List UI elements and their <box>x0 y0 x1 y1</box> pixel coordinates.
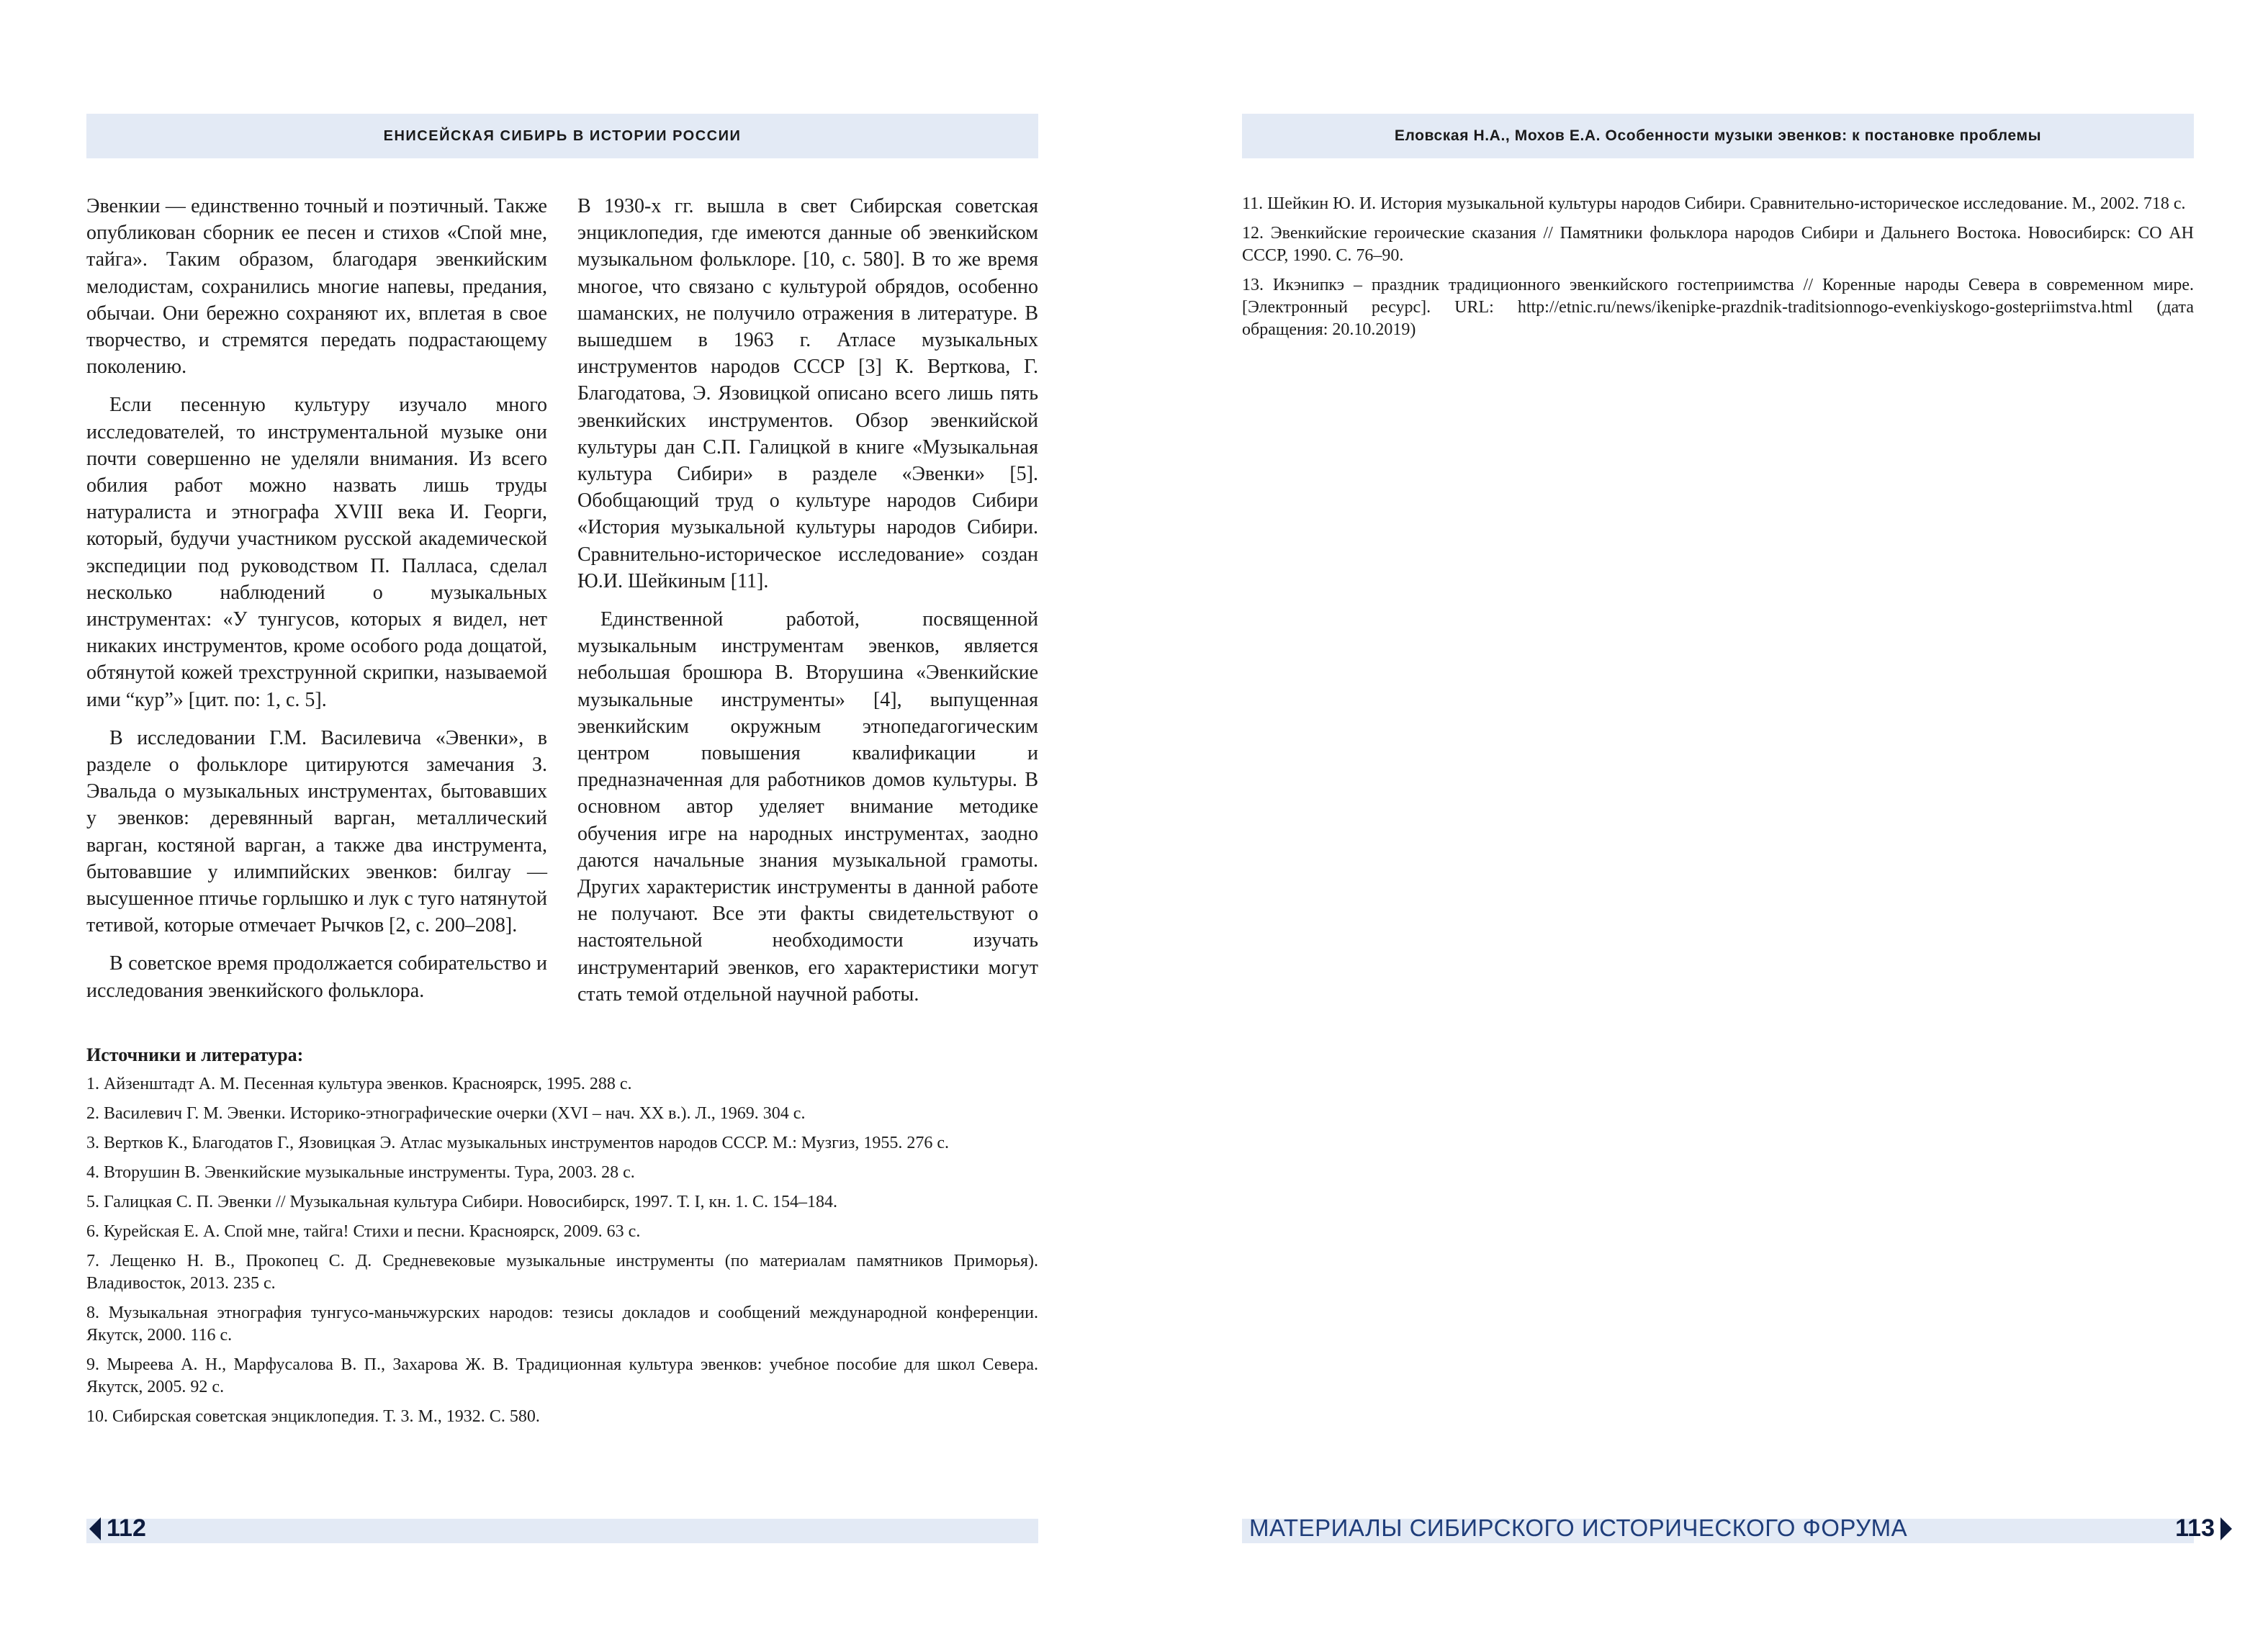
chevron-right-icon <box>2220 1517 2232 1540</box>
page-number-left <box>89 1514 146 1543</box>
right-page <box>1134 0 2268 1644</box>
chevron-left-icon <box>89 1517 101 1540</box>
paragraph: В 1930-х гг. вышла в свет Сибирская советская энциклопедия, где имеются данные об эвенкийском музыкальном фольклоре. [10, с. 580]. В то же время многое, что связано с культурой обрядов, особенно шаманских, не получило отражения в литературе. В вышедшем в 1963 г. Атласе музыкальных инструментов народов СССР [3] К. Верткова, Г. Благодатова, Э. Язовицкой описано всего лишь пять эвенкийских инструментов. Обзор эвенкийской культуры дан С.П. Галицкой в книге «Музыкальная культура Сибири» в разделе «Эвенки» [5]. Обобщающий труд о культуре народов Сибири «История музыкальной культуры народов Сибири. Сравнительно-историческое исследование» создан Ю.И. Шейкиным [11]. <box>577 195 1038 592</box>
reference-item: 5. Галицкая С. П. Эвенки // Музыкальная культура Сибири. Новосибирск, 1997. Т. I, кн. 1. С. 154–184. <box>86 1193 838 1211</box>
reference-item: 7. Лещенко Н. В., Прокопец С. Д. Средневековые музыкальные инструменты (по материалам памятников Приморья). Владивосток, 2013. 235 с. <box>86 1252 1038 1293</box>
page-number-text: 112 <box>107 1514 146 1542</box>
reference-item: 10. Сибирская советская энциклопедия. Т. 3. М., 1932. С. 580. <box>86 1407 540 1426</box>
sources-title: Источники и литература: <box>86 1044 304 1065</box>
running-header-right <box>1242 114 2194 158</box>
running-header-text: ЕНИСЕЙСКАЯ СИБИРЬ В ИСТОРИИ РОССИИ <box>383 127 742 144</box>
references-continued <box>1242 193 2194 348</box>
reference-item: 13. Икэнипкэ – праздник традиционного эвенкийского гостеприимства // Коренные народы Севера в современном мире. [Электронный ресурс]. URL: http://etnic.ru/news/ikenipke-prazdnik-traditsionnogo-evenkiyskogo-gostepriimstva.html (дата обращения: 20.10.2019) <box>1242 276 2194 339</box>
body-columns <box>86 193 1038 1019</box>
reference-item: 9. Мыреева А. Н., Марфусалова В. П., Захарова Ж. В. Традиционная культура эвенков: учебное пособие для школ Севера. Якутск, 2005. 92 с. <box>86 1355 1038 1396</box>
paragraph: В советское время продолжается собирательство и исследования эвенкийского фольклора. <box>86 952 547 1002</box>
paragraph: Если песенную культуру изучало много исследователей, то инструментальной музыке они почти совершенно не уделяли внимания. Из всего обилия работ можно назвать лишь труды натуралиста и этнографа XVIII века И. Георги, который, будучи участником русской академической экспедиции под руководством П. Палласа, сделал несколько наблюдений о музыкальных инструментах: «У тунгусов, которых я видел, нет никаких инструментов, кроме особого рода дощатой, обтянутой кожей трехструнной скрипки, называемой ими “кур”» [цит. по: 1, с. 5]. <box>86 394 547 711</box>
journal-title: МАТЕРИАЛЫ СИБИРСКОГО ИСТОРИЧЕСКОГО ФОРУМА <box>1249 1514 1908 1541</box>
reference-item: 2. Василевич Г. М. Эвенки. Историко-этнографические очерки (XVI – нач. XX в.). Л., 1969. 304 с. <box>86 1104 806 1123</box>
running-header-left <box>86 114 1038 158</box>
reference-item: 1. Айзенштадт А. М. Песенная культура эвенков. Красноярск, 1995. 288 с. <box>86 1075 632 1093</box>
paragraph: Единственной работой, посвященной музыкальным инструментам эвенков, является небольшая брошюра В. Вторушина «Эвенкийские музыкальные инструменты» [4], выпущенная эвенкийским окружным этнопедагогическим центром повышения квалификации и предназначенная для работников домов культуры. В основном автор уделяет внимание методике обучения игре на народных инструментах, заодно даются начальные знания музыкальной грамоты. Других характеристик инструменты в данной работе не получают. Все эти факты свидетельствуют о настоятельной необходимости изучать инструментарий эвенков, его характеристики могут стать темой отдельной научной работы. <box>577 608 1038 1006</box>
paragraph: В исследовании Г.М. Василевича «Эвенки», в разделе о фольклоре цитируются замечания З. Эвальда о музыкальных инструментах, бытовавших у эвенков: деревянный варган, металлический варган, костяной варган, а также два инструмента, бытовавшие у илимпийских эвенков: билгау — высушенное птичье горлышко и лук с туго натянутой тетивой, которые отмечает Рычков [2, с. 200–208]. <box>86 726 547 937</box>
running-header-text: Еловская Н.А., Мохов Е.А. Особенности музыки эвенков: к постановке проблемы <box>1394 127 2042 144</box>
reference-item: 3. Вертков К., Благодатов Г., Язовицкая Э. Атлас музыкальных инструментов народов СССР. М.: Музгиз, 1955. 276 с. <box>86 1134 949 1152</box>
paragraph: Эвенкии — единственно точный и поэтичный. Также опубликован сборник ее песен и стихов «Спой мне, тайга». Таким образом, благодаря эвенкийским мелодистам, сохранились многие напевы, предания, обычаи. Они бережно сохраняют их, вплетая в свое творчество, и стремятся передать подрастающему поколению. <box>86 195 547 379</box>
reference-item: 12. Эвенкийские героические сказания // Памятники фольклора народов Сибири и Дальнего Востока. Новосибирск: СО АН СССР, 1990. С. 76–90. <box>1242 224 2194 265</box>
column-2 <box>577 193 1038 1019</box>
footer-band-left <box>86 1519 1038 1543</box>
reference-item: 4. Вторушин В. Эвенкийские музыкальные инструменты. Тура, 2003. 28 с. <box>86 1163 635 1182</box>
reference-item: 11. Шейкин Ю. И. История музыкальной культуры народов Сибири. Сравнительно-историческое исследование. М., 2002. 718 с. <box>1242 194 2186 213</box>
page-number-text: 113 <box>2175 1514 2215 1542</box>
page-number-right <box>2175 1514 2232 1543</box>
reference-item: 8. Музыкальная этнография тунгусо-маньчжурских народов: тезисы докладов и сообщений международной конференции. Якутск, 2000. 116 с. <box>86 1304 1038 1345</box>
sources-section <box>86 1044 1038 1435</box>
column-1 <box>86 193 547 1019</box>
reference-item: 6. Курейская Е. А. Спой мне, тайга! Стихи и песни. Красноярск, 2009. 63 с. <box>86 1222 641 1241</box>
